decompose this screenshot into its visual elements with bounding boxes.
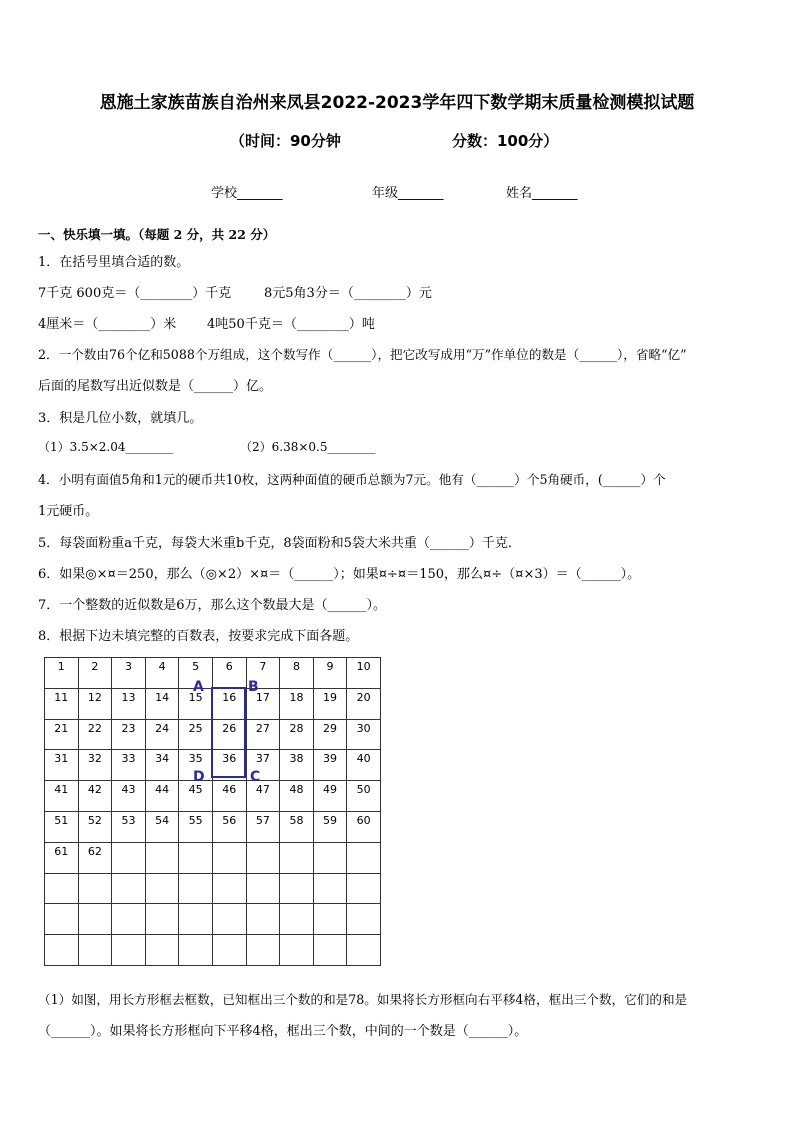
grid-cell: 10 — [347, 658, 381, 689]
grid-cell: 29 — [313, 719, 347, 750]
grid-cell: 19 — [313, 688, 347, 719]
exam-time: （时间：90分钟 — [230, 132, 341, 150]
grid-cell — [212, 873, 246, 904]
grid-cell: 38 — [280, 750, 314, 781]
grid-cell — [246, 873, 280, 904]
grid-cell: 42 — [78, 781, 112, 812]
grid-cell — [179, 904, 213, 935]
grid-cell: 20 — [347, 688, 381, 719]
grid-cell: 15 — [179, 688, 213, 719]
grid-row — [45, 904, 381, 935]
grid-cell: 23 — [112, 719, 146, 750]
grid-cell: 11 — [45, 688, 79, 719]
grid-cell — [112, 935, 146, 966]
grid-cell — [212, 842, 246, 873]
q1-c: 4厘米＝（________）米 — [38, 317, 177, 332]
grid-cell — [45, 904, 79, 935]
school-field: 学校_______ — [211, 186, 283, 201]
grid-cell: 54 — [145, 811, 179, 842]
grid-cell — [45, 873, 79, 904]
q1-b: 8元5角3分＝（________）元 — [264, 286, 432, 301]
grid-cell — [246, 935, 280, 966]
q2-line1: 2．一个数由76个亿和5088个万组成，这个数写作（______），把它改写成用“万”作单位的数是（______），省略“亿” — [38, 347, 687, 362]
grid-cell — [145, 873, 179, 904]
grid-row — [45, 842, 381, 873]
grid-cell — [246, 904, 280, 935]
grid-cell — [179, 935, 213, 966]
q4-line1: 4．小明有面值5角和1元的硬币共10枚，这两种面值的硬币总额为7元。他有（______）个5角硬币，(______）个 — [38, 472, 666, 487]
grid-cell: 1 — [45, 658, 79, 689]
grid-row — [45, 658, 381, 689]
grid-cell: 40 — [347, 750, 381, 781]
grid-cell: 39 — [313, 750, 347, 781]
grid-cell — [45, 935, 79, 966]
grid-cell: 13 — [112, 688, 146, 719]
label-c: C — [250, 769, 261, 785]
label-a: A — [193, 679, 204, 695]
grid-cell — [280, 873, 314, 904]
label-d: D — [193, 769, 205, 785]
q4-line2: 1元硬币。 — [38, 504, 99, 519]
grid-cell: 52 — [78, 811, 112, 842]
grid-cell: 58 — [280, 811, 314, 842]
grid-cell — [313, 935, 347, 966]
grid-cell — [112, 873, 146, 904]
grid-cell: 2 — [78, 658, 112, 689]
grid-cell — [145, 842, 179, 873]
grid-cell: 57 — [246, 811, 280, 842]
grid-cell: 21 — [45, 719, 79, 750]
grid-cell: 49 — [313, 781, 347, 812]
grid-cell: 50 — [347, 781, 381, 812]
grid-cell: 31 — [45, 750, 79, 781]
grid-cell: 45 — [179, 781, 213, 812]
q8-part1-line1: （1）如图，用长方形框去框数，已知框出三个数的和是78。如果将长方形框向右平移4格，框出三个数，它们的和是 — [38, 992, 688, 1007]
rectangle-frame — [211, 687, 246, 778]
grid-cell — [78, 904, 112, 935]
q8-part1-line2: （______）。如果将长方形框向下平移4格，框出三个数，中间的一个数是（______）。 — [38, 1024, 528, 1039]
grid-cell — [246, 842, 280, 873]
grid-cell — [145, 935, 179, 966]
grid-cell — [212, 904, 246, 935]
grid-cell — [112, 904, 146, 935]
grid-cell: 6 — [212, 658, 246, 689]
grid-cell: 12 — [78, 688, 112, 719]
grid-cell: 59 — [313, 811, 347, 842]
grid-cell: 61 — [45, 842, 79, 873]
q1-a: 7千克 600克＝（________）千克 — [38, 286, 232, 301]
grid-cell — [347, 842, 381, 873]
page-title: 恩施土家族苗族自治州来凤县2022-2023学年四下数学期末质量检测模拟试题 — [99, 93, 695, 113]
grid-cell — [212, 935, 246, 966]
grid-cell — [280, 842, 314, 873]
grid-cell: 46 — [212, 781, 246, 812]
grid-cell — [313, 873, 347, 904]
grid-cell — [347, 873, 381, 904]
grid-row — [45, 811, 381, 842]
grid-cell — [280, 904, 314, 935]
label-b: B — [248, 679, 259, 695]
q7: 7．一个整数的近似数是6万，那么这个数最大是（______）。 — [38, 598, 387, 613]
grid-cell: 55 — [179, 811, 213, 842]
q2-line2: 后面的尾数写出近似数是（______）亿。 — [38, 379, 273, 394]
grid-cell: 53 — [112, 811, 146, 842]
grid-cell — [280, 935, 314, 966]
grid-cell — [313, 842, 347, 873]
grid-row — [45, 781, 381, 812]
q3-stem: 3．积是几位小数，就填几。 — [38, 411, 203, 426]
grid-cell: 27 — [246, 719, 280, 750]
grid-cell: 8 — [280, 658, 314, 689]
name-field: 姓名_______ — [506, 186, 578, 201]
grid-cell: 16 — [212, 688, 246, 719]
grid-cell: 62 — [78, 842, 112, 873]
section-heading: 一、快乐填一填。（每题 2 分，共 22 分） — [38, 227, 276, 242]
grid-cell: 48 — [280, 781, 314, 812]
grid-cell: 9 — [313, 658, 347, 689]
grid-cell — [112, 842, 146, 873]
grid-cell: 18 — [280, 688, 314, 719]
grid-cell: 36 — [212, 750, 246, 781]
grid-cell: 22 — [78, 719, 112, 750]
grid-cell: 14 — [145, 688, 179, 719]
grid-cell: 4 — [145, 658, 179, 689]
grid-cell: 25 — [179, 719, 213, 750]
grid-cell — [78, 873, 112, 904]
grid-cell: 28 — [280, 719, 314, 750]
grid-cell: 3 — [112, 658, 146, 689]
grid-cell: 47 — [246, 781, 280, 812]
grid-cell: 60 — [347, 811, 381, 842]
q1-d: 4吨50千克＝（________）吨 — [207, 317, 375, 332]
grid-cell — [347, 935, 381, 966]
q6: 6．如果◎×¤＝250，那么（◎×2）×¤＝（______）；如果¤÷¤＝150，那么¤÷（¤×3）＝（______）。 — [38, 567, 641, 582]
grid-cell: 30 — [347, 719, 381, 750]
grid-cell: 7 — [246, 658, 280, 689]
grid-cell: 24 — [145, 719, 179, 750]
grid-cell — [179, 873, 213, 904]
grid-cell — [145, 904, 179, 935]
grid-cell: 56 — [212, 811, 246, 842]
grid-cell: 5 — [179, 658, 213, 689]
grid-row — [45, 873, 381, 904]
grid-cell: 51 — [45, 811, 79, 842]
grid-cell: 44 — [145, 781, 179, 812]
grid-cell: 41 — [45, 781, 79, 812]
grid-cell: 26 — [212, 719, 246, 750]
grid-cell: 43 — [112, 781, 146, 812]
grid-cell: 35 — [179, 750, 213, 781]
grade-field: 年级_______ — [372, 186, 444, 201]
grid-cell — [313, 904, 347, 935]
grid-cell: 17 — [246, 688, 280, 719]
grid-cell: 34 — [145, 750, 179, 781]
exam-score: 分数：100分） — [452, 132, 559, 150]
q3-b: （2）6.38×0.5________ — [240, 440, 376, 454]
grid-cell: 37 — [246, 750, 280, 781]
grid-cell — [78, 935, 112, 966]
q3-a: （1）3.5×2.04________ — [38, 440, 174, 454]
grid-cell — [179, 842, 213, 873]
grid-cell — [347, 904, 381, 935]
grid-cell: 32 — [78, 750, 112, 781]
q5: 5．每袋面粉重a千克，每袋大米重b千克，8袋面粉和5袋大米共重（______）千克． — [38, 536, 521, 551]
grid-row — [45, 935, 381, 966]
q1-stem: 1．在括号里填合适的数。 — [38, 255, 190, 270]
grid-cell: 33 — [112, 750, 146, 781]
q8-stem: 8．根据下边未填完整的百数表，按要求完成下面各题。 — [38, 629, 359, 644]
